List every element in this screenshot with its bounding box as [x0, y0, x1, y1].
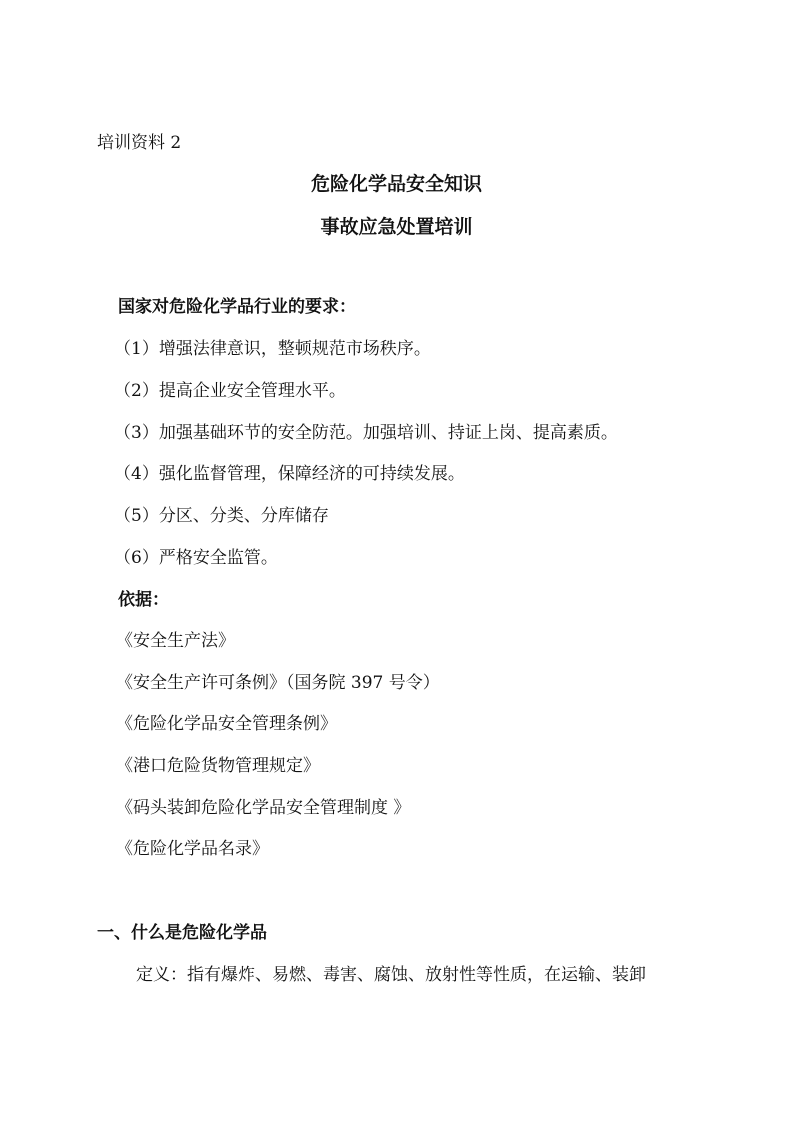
- basis-item: 《危险化学品安全管理条例》: [116, 714, 337, 734]
- requirement-item: （4）强化监督管理，保障经济的可持续发展。: [114, 464, 465, 484]
- section-1-definition: 定义：指有爆炸、易燃、毒害、腐蚀、放射性等性质，在运输、装卸: [136, 965, 646, 985]
- basis-heading: 依据：: [118, 590, 169, 610]
- requirement-item: （6）严格安全监管。: [114, 548, 278, 568]
- basis-item: 《港口危险货物管理规定》: [116, 756, 320, 776]
- basis-item: 《安全生产法》: [116, 631, 235, 651]
- requirements-heading: 国家对危险化学品行业的要求：: [118, 297, 356, 317]
- basis-item: 《危险化学品名录》: [116, 839, 269, 859]
- document-label: 培训资料 2: [97, 133, 182, 153]
- basis-item: 《码头装卸危险化学品安全管理制度 》: [116, 798, 411, 818]
- requirement-item: （1）增强法律意识，整顿规范市场秩序。: [114, 339, 431, 359]
- document-title-line-1: 危险化学品安全知识: [310, 173, 482, 195]
- requirement-item: （3）加强基础环节的安全防范。加强培训、持证上岗、提高素质。: [114, 423, 618, 443]
- basis-item: 《安全生产许可条例》（国务院 397 号令）: [116, 673, 440, 693]
- document-title-line-2: 事故应急处置培训: [320, 216, 473, 238]
- requirement-item: （5）分区、分类、分库储存: [114, 506, 329, 526]
- requirement-item: （2）提高企业安全管理水平。: [114, 381, 346, 401]
- section-1-heading: 一、什么是危险化学品: [97, 923, 267, 943]
